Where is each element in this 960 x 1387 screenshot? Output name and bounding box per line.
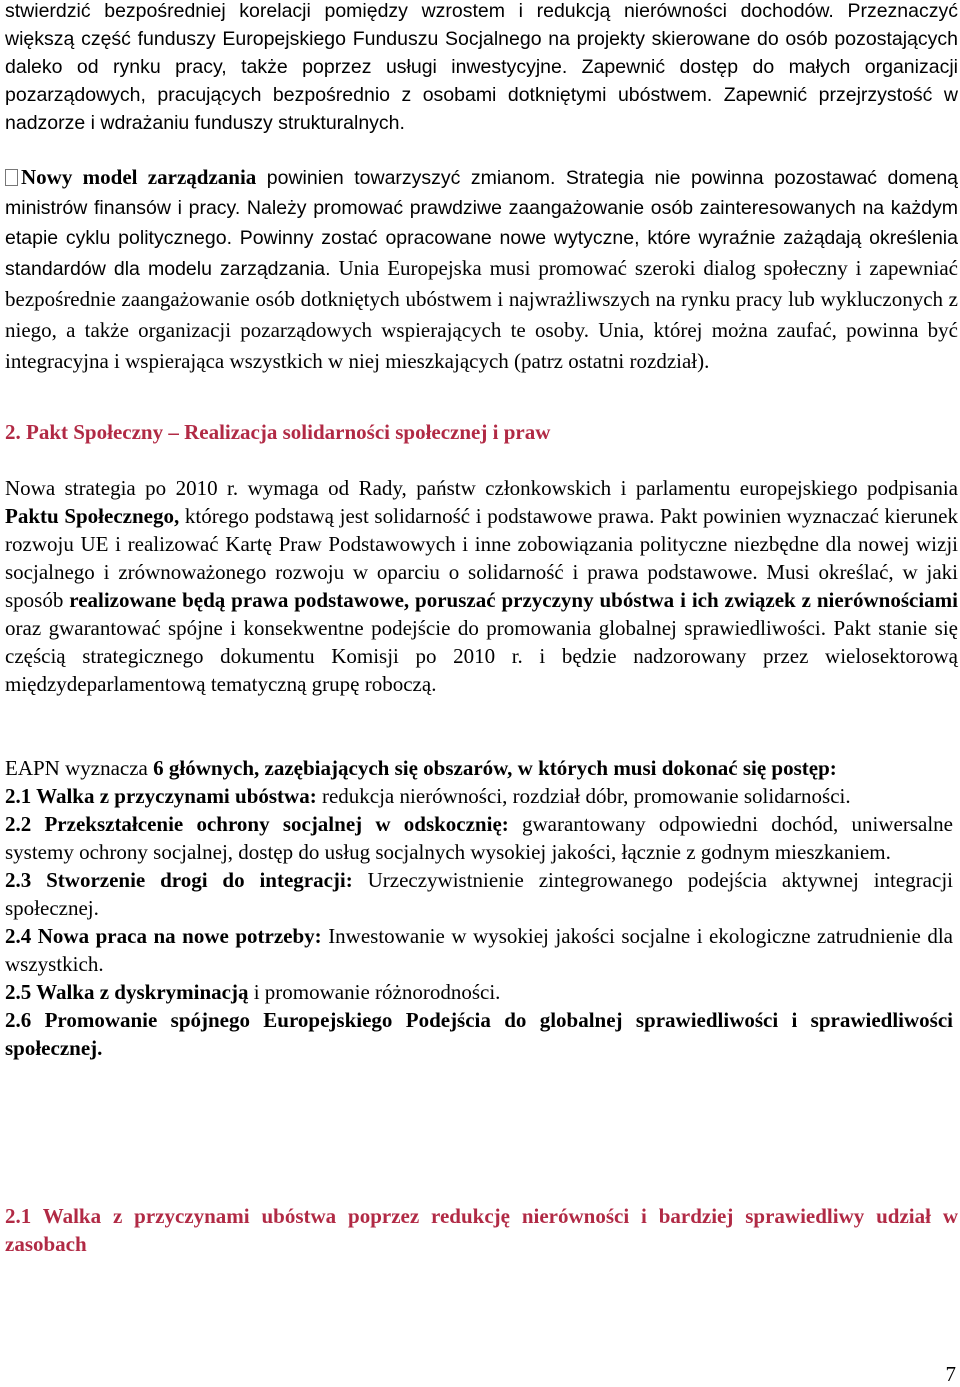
social-pact-text-2: którego podstawą jest solidarność i podstawowe prawa. Pakt powinien wyznaczać kierunek rozwoju UE i realizować Kartę Praw Podstawowych i inne zobowiązania polityczne niezbędne dla nowej wizji socjalnego i zrównoważonego rozwoju w oparciu o solidarność i prawa podstawowe. Musi określać, w jaki sposób — [5, 504, 958, 612]
social-pact-bold-2: realizowane będą prawa podstawowe, poruszać przyczyny ubóstwa i ich związek z nierównościami — [69, 588, 958, 612]
paragraph-structural-funds: stwierdzić bezpośredniej korelacji pomiędzy wzrostem i redukcją nierówności dochodów. Przeznaczyć większą część funduszy Europejskiego Funduszu Socjalnego na projekty skierowane do osób pozostających daleko od rynku pracy, także poprzez usługi inwestycyjne. Zapewnić dostęp do małych organizacji pozarządowych, pracujących bezpośrednio z osobami dotkniętymi ubóstwem. Zapewnić przejrzystość w nadzorze i wdrażaniu funduszy strukturalnych. — [5, 0, 958, 134]
checkbox-glyph-icon — [5, 169, 18, 186]
social-pact-bold-1: Paktu Społecznego, — [5, 504, 180, 528]
list-item — [0, 866, 955, 922]
list-item — [0, 978, 955, 1006]
list-item — [0, 922, 955, 978]
governance-sans-text: powinien towarzyszyć zmianom. Strategia nie powinna pozostawać domeną ministrów finansów i pracy. Należy promować prawdziwe zaangażowanie osób zainteresowanych na każdym etapie cyklu politycznego. Powinny zostać opracowane nowe wytyczne, które wyraźnie zażądają określenia standardów dla modelu zarządzania. — [5, 167, 959, 280]
paragraph-governance — [0, 163, 960, 378]
list-item-text: Inwestowanie w wysokiej jakości socjalne i ekologiczne zatrudnienie dla wszystkich. — [5, 924, 953, 976]
list-item-bold: 2.1 Walka z przyczynami ubóstwa: — [5, 784, 317, 808]
social-pact-text-1: Nowa strategia po 2010 r. wymaga od Rady, państw członkowskich i parlamentu europejskiego podpisania — [5, 476, 958, 500]
list-item — [0, 1006, 955, 1062]
eapn-intro-text: EAPN wyznacza — [5, 756, 154, 780]
list-item-bold: 2.4 Nowa praca na nowe potrzeby: — [5, 924, 322, 948]
eapn-intro-bold: 6 głównych, zazębiających się obszarów, w których musi dokonać się postęp: — [153, 756, 837, 780]
list-item-bold: 2.2 Przekształcenie ochrony socjalnej w odskocznię: — [5, 812, 509, 836]
list-item — [0, 782, 955, 810]
paragraph-social-pact — [0, 474, 960, 698]
eapn-list — [0, 754, 955, 1062]
governance-bold-lead: Nowy model zarządzania — [21, 165, 257, 189]
eapn-intro — [0, 754, 955, 782]
page-number: 7 — [945, 1362, 956, 1386]
list-item-text: Urzeczywistnienie zintegrowanego podejścia aktywnej integracji społecznej. — [5, 868, 953, 920]
list-item-bold: 2.6 Promowanie spójnego Europejskiego Podejścia do globalnej sprawiedliwości i sprawiedliwości społecznej. — [5, 1008, 953, 1060]
governance-serif-text: Unia Europejska musi promować szeroki dialog społeczny i zapewniać bezpośrednie zaangażowanie osób dotkniętych ubóstwem i najwrażliwszych na rynku pracy lub wykluczonych z niego, a także organizacji pozarządowych wspierających te osoby. Unia, której można zaufać, powinna być integracyjna i wspierająca wszystkich w niej mieszkających (patrz ostatni rozdział). — [5, 256, 959, 373]
section-2-1-heading: 2.1 Walka z przyczynami ubóstwa poprzez redukcję nierówności i bardziej sprawiedliwy udział w zasobach — [5, 1204, 958, 1256]
section-2-heading: 2. Pakt Społeczny – Realizacja solidarności społecznej i praw — [5, 420, 551, 444]
list-item-bold: 2.3 Stworzenie drogi do integracji: — [5, 868, 353, 892]
list-item-text: gwarantowany odpowiedni dochód, uniwersalne systemy ochrony socjalnej, dostęp do usług socjalnych wysokiej jakości, łącznie z godnym mieszkaniem. — [5, 812, 953, 864]
list-item-text: i promowanie różnorodności. — [248, 980, 501, 1004]
list-item — [0, 810, 955, 866]
list-item-bold: 2.5 Walka z dyskryminacją — [5, 980, 249, 1004]
list-item-text: redukcja nierówności, rozdział dóbr, promowanie solidarności. — [316, 784, 851, 808]
social-pact-text-3: oraz gwarantować spójne i konsekwentne podejście do promowania globalnej sprawiedliwości. Pakt stanie się częścią strategicznego dokumentu Komisji po 2010 r. i będzie nadzorowany przez wielosektorową międzydeparlamentową tematyczną grupę roboczą. — [5, 616, 958, 696]
